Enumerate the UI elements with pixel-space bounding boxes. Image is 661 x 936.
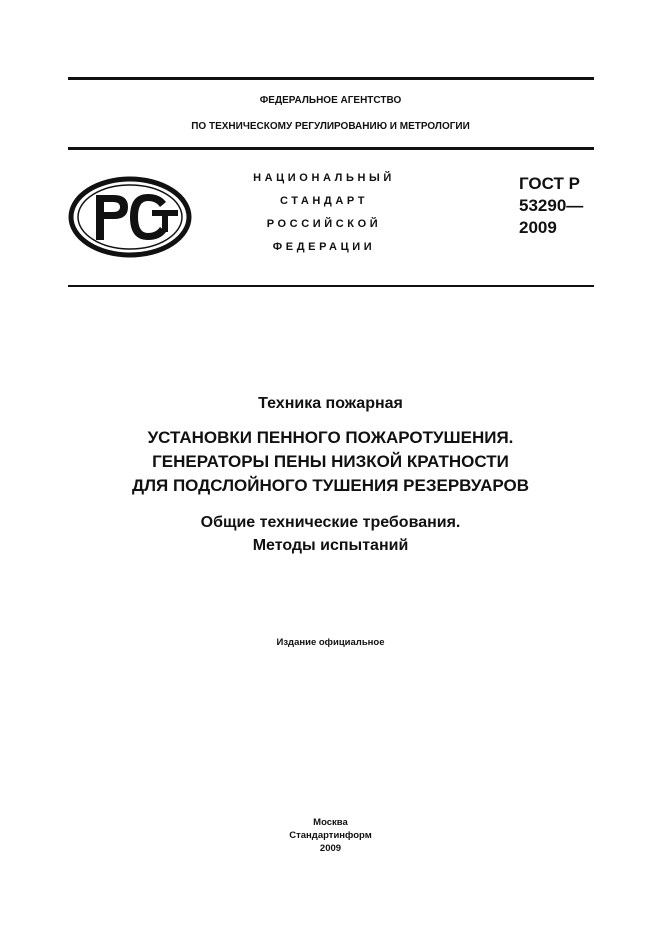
agency-line-1: ФЕДЕРАЛЬНОЕ АГЕНТСТВО <box>259 95 402 106</box>
logo-text: РСТ <box>68 176 70 177</box>
header-bottom-rule <box>68 285 594 287</box>
designation-line-3: 2009 <box>519 218 557 237</box>
standard-type-line-4: ФЕДЕРАЦИИ <box>272 241 376 253</box>
imprint-publisher: Стандартинформ <box>289 830 372 841</box>
title-sub-line-2: Методы испытаний <box>252 537 409 554</box>
title-sub-line-1: Общие технические требования. <box>200 514 461 531</box>
title-category: Техника пожарная <box>258 395 403 412</box>
edition-label: Издание официальное <box>276 637 385 648</box>
header-rule <box>68 147 594 150</box>
rst-logo <box>68 176 192 258</box>
designation-line-1: ГОСТ Р <box>519 174 580 193</box>
standard-type-line-1: НАЦИОНАЛЬНЫЙ <box>253 172 395 184</box>
title-main-line-1: УСТАНОВКИ ПЕННОГО ПОЖАРОТУШЕНИЯ. <box>147 428 514 447</box>
agency-line-2: ПО ТЕХНИЧЕСКОМУ РЕГУЛИРОВАНИЮ И МЕТРОЛОГИИ <box>191 121 470 132</box>
title-main-line-2: ГЕНЕРАТОРЫ ПЕНЫ НИЗКОЙ КРАТНОСТИ <box>152 452 509 471</box>
standard-type-line-2: СТАНДАРТ <box>279 195 369 207</box>
imprint-city: Москва <box>313 817 348 828</box>
designation-line-2: 53290— <box>519 196 584 215</box>
title-main-line-3: ДЛЯ ПОДСЛОЙНОГО ТУШЕНИЯ РЕЗЕРВУАРОВ <box>131 476 530 495</box>
standard-type-line-3: РОССИЙСКОЙ <box>266 218 382 230</box>
imprint-year: 2009 <box>319 843 342 854</box>
top-rule <box>68 77 594 80</box>
